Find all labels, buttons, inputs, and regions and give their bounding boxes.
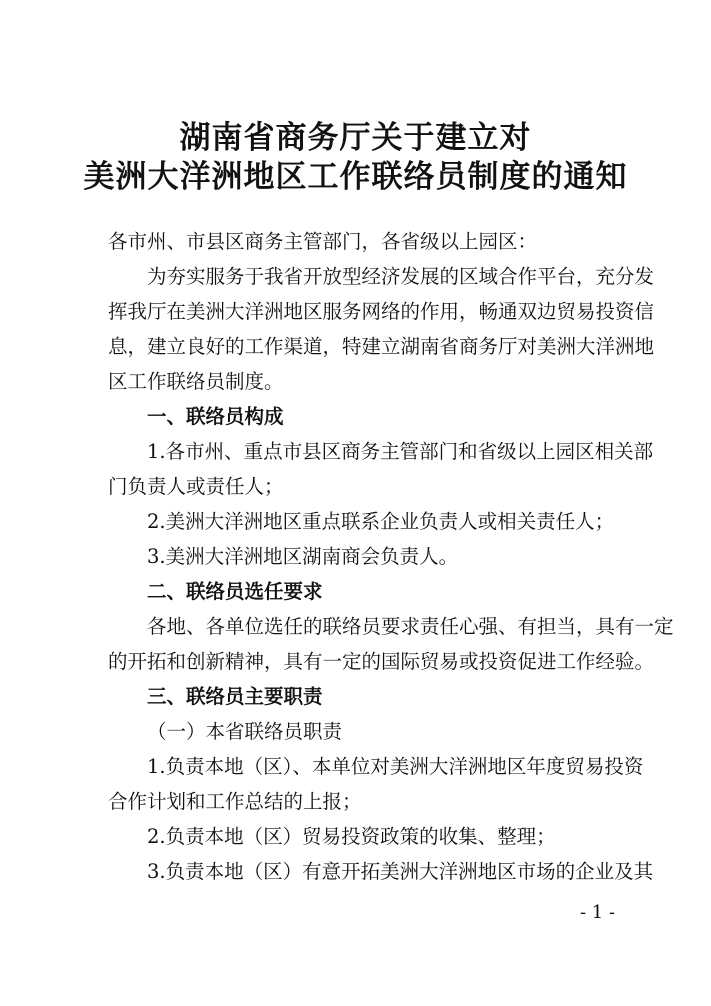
section-3-item-1-line-2: 合作计划和工作总结的上报； xyxy=(108,790,362,813)
intro-line-1: 为夯实服务于我省开放型经济发展的区域合作平台，充分发 xyxy=(147,265,655,288)
section-3-heading: 三、联络员主要职责 xyxy=(147,685,323,708)
intro-line-2: 挥我厅在美洲大洋洲地区服务网络的作用，畅通双边贸易投资信 xyxy=(108,300,655,323)
section-1-item-2: 2.美洲大洋洲地区重点联系企业负责人或相关责任人； xyxy=(147,510,615,533)
section-3-subheading: （一）本省联络员职责 xyxy=(147,720,343,743)
section-1-item-1-line-2: 门负责人或责任人； xyxy=(108,475,284,498)
section-2-body-line-2: 的开拓和创新精神，具有一定的国际贸易或投资促进工作经验。 xyxy=(108,650,655,673)
intro-line-4: 区工作联络员制度。 xyxy=(108,370,284,393)
page-number: - 1 - xyxy=(580,902,616,923)
section-2-body-line-1: 各地、各单位选任的联络员要求责任心强、有担当，具有一定 xyxy=(147,615,674,638)
intro-line-3: 息，建立良好的工作渠道，特建立湖南省商务厅对美洲大洋洲地 xyxy=(108,335,655,358)
section-2-heading: 二、联络员选任要求 xyxy=(147,580,323,603)
section-3-item-3: 3.负责本地（区）有意开拓美洲大洋洲地区市场的企业及其 xyxy=(147,860,654,883)
section-3-item-2: 2.负责本地（区）贸易投资政策的收集、整理； xyxy=(147,825,556,848)
section-1-heading: 一、联络员构成 xyxy=(147,405,284,428)
salutation: 各市州、市县区商务主管部门，各省级以上园区： xyxy=(108,230,538,253)
document-title-line-2: 美洲大洋洲地区工作联络员制度的通知 xyxy=(83,159,628,195)
section-1-item-1-line-1: 1.各市州、重点市县区商务主管部门和省级以上园区相关部 xyxy=(147,440,654,463)
section-1-item-3: 3.美洲大洋洲地区湖南商会负责人。 xyxy=(147,545,459,568)
document-title-line-1: 湖南省商务厅关于建立对 xyxy=(179,120,532,156)
section-3-item-1-line-1: 1.负责本地（区）、本单位对美洲大洋洲地区年度贸易投资 xyxy=(147,755,644,778)
